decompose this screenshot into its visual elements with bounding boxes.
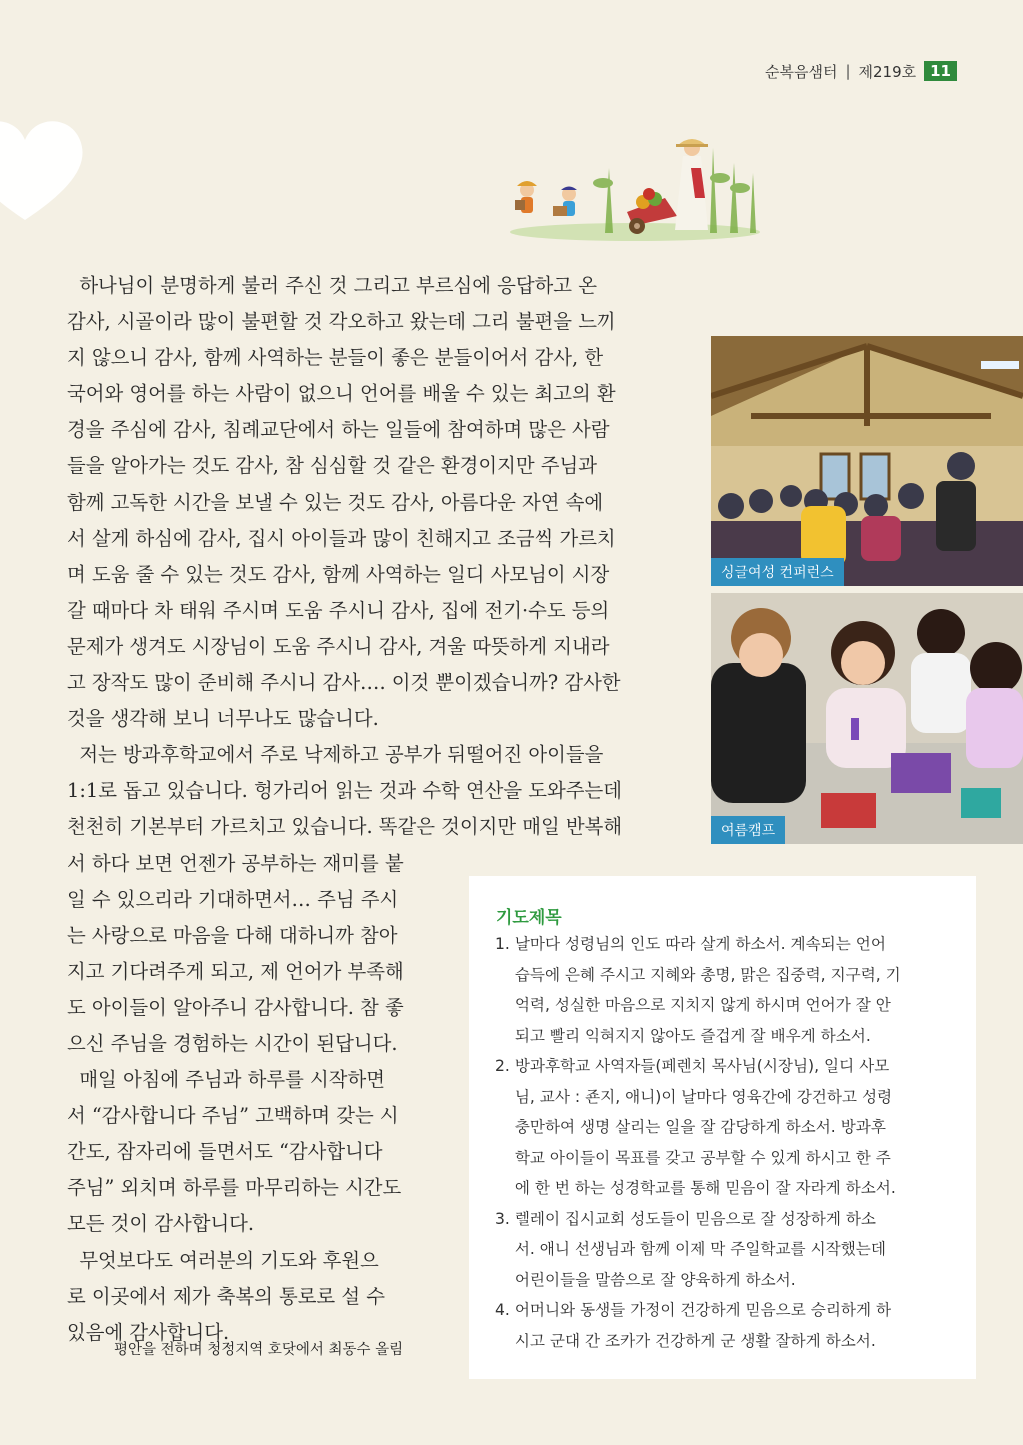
prayer-line: 에 한 번 하는 성경학교를 통해 믿음이 잘 자라게 하소서. bbox=[495, 1179, 896, 1197]
body-line: 경을 주심에 감사, 침례교단에서 하는 일들에 참여하며 많은 사람 bbox=[67, 418, 610, 442]
prayer-line: 학교 아이들이 목표를 갖고 공부할 수 있게 하시고 한 주 bbox=[495, 1148, 891, 1167]
body-line: 하나님이 분명하게 불러 주신 것 그리고 부르심에 응답하고 온 bbox=[67, 274, 597, 297]
body-line: 서 살게 하심에 감사, 집시 아이들과 많이 친해지고 조금씩 가르치 bbox=[67, 526, 616, 550]
body-line: 들을 알아가는 것도 감사, 참 심심할 것 같은 환경이지만 주님과 bbox=[67, 454, 597, 478]
conference-photo-icon bbox=[711, 336, 1023, 586]
signature: 평안을 전하며 청정지역 호닷에서 최동수 올림 bbox=[114, 1342, 404, 1358]
body-line: 것을 생각해 보니 너무나도 많습니다. bbox=[67, 707, 379, 731]
page-number: 11 bbox=[924, 61, 957, 81]
body-line: 문제가 생겨도 시장님이 도움 주시니 감사, 겨울 따뜻하게 지내라 bbox=[67, 634, 610, 658]
body-line: 갈 때마다 차 태워 주시며 도움 주시니 감사, 집에 전기·수도 등의 bbox=[67, 598, 610, 622]
prayer-line: 2. 방과후학교 사역자들(페렌치 목사님(시장님), 일디 사모 bbox=[495, 1057, 890, 1075]
body-line: 저는 방과후학교에서 주로 낙제하고 공부가 뒤떨어진 아이들을 bbox=[67, 743, 604, 767]
publication-name: 순복음샘터 bbox=[764, 62, 838, 81]
body-line: 있음에 감사합니다. bbox=[67, 1320, 230, 1344]
summer-camp-photo-icon bbox=[711, 593, 1023, 844]
body-line: 으신 주님을 경험하는 시간이 된답니다. bbox=[67, 1031, 398, 1055]
body-line: 로 이곳에서 제가 축복의 통로로 설 수 bbox=[67, 1284, 385, 1308]
prayer-box bbox=[469, 876, 976, 1379]
body-line: 천천히 기본부터 가르치고 있습니다. 똑같은 것이지만 매일 반복해 bbox=[67, 815, 623, 839]
prayer-line: 서. 애니 선생님과 함께 이제 막 주일학교를 시작했는데 bbox=[495, 1240, 886, 1258]
body-line: 매일 아침에 주님과 하루를 시작하면 bbox=[67, 1068, 385, 1092]
body-line: 무엇보다도 여러분의 기도와 후원으 bbox=[67, 1248, 379, 1272]
prayer-line: 시고 군대 간 조카가 건강하게 군 생활 잘하게 하소서. bbox=[495, 1331, 876, 1350]
issue-number: 제219호 bbox=[858, 62, 917, 81]
body-line: 주님” 외치며 하루를 마무리하는 시간도 bbox=[67, 1176, 402, 1200]
prayer-title: 기도제목 bbox=[496, 908, 562, 928]
prayer-line: 3. 렐레이 집시교회 성도들이 믿음으로 잘 성장하게 하소 bbox=[495, 1209, 876, 1228]
prayer-line: 충만하여 생명 살리는 일을 잘 감당하게 하소서. 방과후 bbox=[495, 1118, 886, 1136]
body-line: 국어와 영어를 하는 사람이 없으니 언어를 배울 수 있는 최고의 환 bbox=[67, 382, 616, 406]
body-line: 는 사랑으로 마음을 다해 대하니까 참아 bbox=[67, 923, 398, 947]
body-line: 간도, 잠자리에 들면서도 “감사합니다 bbox=[67, 1140, 383, 1164]
page-header bbox=[765, 59, 957, 83]
body-line: 도 아이들이 알아주니 감사합니다. 참 좋 bbox=[67, 995, 404, 1019]
prayer-line: 4. 어머니와 동생들 가정이 건강하게 믿음으로 승리하게 하 bbox=[495, 1301, 892, 1319]
body-line: 함께 고독한 시간을 보낼 수 있는 것도 감사, 아름다운 자연 속에 bbox=[67, 490, 604, 514]
body-line: 고 장작도 많이 준비해 주시니 감사…. 이것 뿐이겠습니까? 감사한 bbox=[67, 671, 621, 695]
body-line: 일 수 있으리라 기대하면서… 주님 주시 bbox=[67, 887, 399, 911]
prayer-list bbox=[495, 929, 901, 1356]
body-line: 감사, 시골이라 많이 불편할 것 각오하고 왔는데 그리 불편을 느끼 bbox=[67, 310, 616, 334]
prayer-line: 습득에 은혜 주시고 지혜와 총명, 맑은 집중력, 지구력, 기 bbox=[495, 965, 901, 984]
prayer-line: 님, 교사 : 죤지, 애니)이 날마다 영육간에 강건하고 성령 bbox=[495, 1087, 893, 1106]
photo-caption: 여름캠프 bbox=[711, 816, 785, 844]
heart-icon bbox=[0, 110, 90, 230]
body-line: 서 하다 보면 언젠가 공부하는 재미를 붙 bbox=[67, 851, 404, 875]
body-line: 며 도움 줄 수 있는 것도 감사, 함께 사역하는 일디 사모님이 시장 bbox=[67, 562, 610, 586]
body-line: 1:1로 돕고 있습니다. 헝가리어 읽는 것과 수학 연산을 도와주는데 bbox=[67, 779, 622, 803]
prayer-line: 되고 빨리 익혀지지 않아도 즐겁게 잘 배우게 하소서. bbox=[495, 1026, 871, 1045]
body-line: 서 “감사합니다 주님” 고백하며 갖는 시 bbox=[67, 1104, 399, 1128]
photo-caption: 싱글여성 컨퍼런스 bbox=[711, 558, 844, 586]
conference-photo bbox=[711, 336, 1023, 586]
header-separator: | bbox=[845, 62, 851, 80]
prayer-line: 1. 날마다 성령님의 인도 따라 살게 하소서. 계속되는 언어 bbox=[495, 935, 886, 953]
summer-camp-photo bbox=[711, 593, 1023, 844]
prayer-line: 억력, 성실한 마음으로 지치지 않게 하시며 언어가 잘 안 bbox=[495, 996, 891, 1014]
farmer-illustration-icon bbox=[505, 128, 765, 243]
prayer-line: 어린이들을 말씀으로 잘 양육하게 하소서. bbox=[495, 1270, 796, 1289]
body-line: 모든 것이 감사합니다. bbox=[67, 1212, 255, 1236]
body-line: 지고 기다려주게 되고, 제 언어가 부족해 bbox=[67, 959, 404, 983]
body-line: 지 않으니 감사, 함께 사역하는 분들이 좋은 분들이어서 감사, 한 bbox=[67, 346, 604, 370]
